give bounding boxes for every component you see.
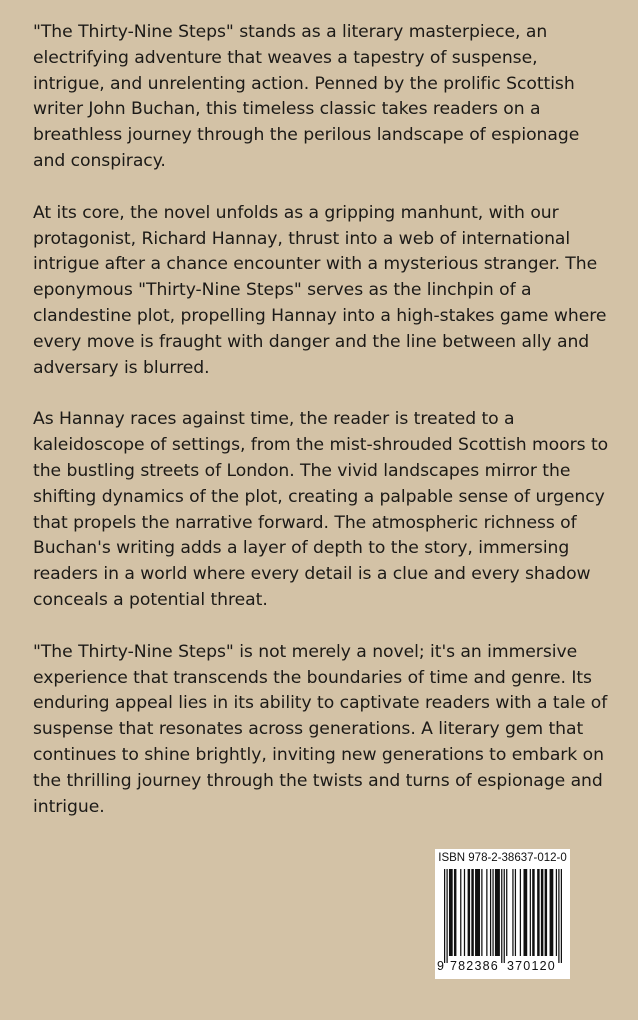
blurb-paragraph-4: "The Thirty-Nine Steps" is not merely a novel; it's an immersive experience that transcends the boundaries of time and genre. Its enduring appeal lies in its ability to captivate readers with a tale of suspense that resonates across generations. A literary gem that continues to shine brightly, inviting new generations to embark on the thrilling journey through the twists and turns of espionage and intrigue.: [33, 641, 608, 817]
barcode-bar: [556, 869, 557, 956]
barcode-guard-bar: [561, 869, 562, 963]
barcode-bar: [537, 869, 539, 956]
barcode-guard-bar: [501, 869, 502, 963]
barcode-bar: [486, 869, 487, 956]
barcode-bar: [449, 869, 453, 956]
barcode-bar: [475, 869, 480, 956]
blurb-paragraph-2: At its core, the novel unfolds as a gripping manhunt, with our protagonist, Richard Hannay, thrust into a web of international intrigue after a chance encounter with a mysterious stranger. The eponymous "Thirty-Nine Steps" serves as the linchpin of a clandestine plot, propelling Hannay into a high-stakes game where every move is fraught with danger and the line between ally and adversary is blurred.: [33, 202, 607, 378]
barcode-guard-bar: [444, 869, 445, 963]
barcode-bar: [515, 869, 516, 956]
barcode-bar: [550, 869, 554, 956]
blurb-paragraph-1: "The Thirty-Nine Steps" stands as a literary masterpiece, an electrifying adventure that weaves a tapestry of suspense, intrigue, and unrelenting action. Penned by the prolific Scottish writer John Buchan, this timeless classic takes readers on a breathless journey through the perilous landscape of espionage and conspiracy.: [33, 22, 580, 171]
barcode-bar: [490, 869, 491, 956]
barcode-bar: [460, 869, 461, 956]
barcode-bar: [541, 869, 543, 956]
barcode-bar: [520, 869, 521, 956]
barcode-bar: [532, 869, 534, 956]
barcode-bar: [512, 869, 513, 956]
barcode-bar: [545, 869, 547, 956]
barcode-bar: [481, 869, 482, 956]
barcode-digits-left: 782386: [450, 959, 499, 973]
barcode-bar: [492, 869, 493, 956]
barcode-bar: [530, 869, 531, 956]
isbn-barcode: [435, 849, 570, 979]
barcode-bar: [495, 869, 500, 956]
back-cover-blurb: [33, 20, 613, 846]
barcode-bar: [468, 869, 470, 956]
barcode-bars: [444, 869, 562, 963]
barcode-guard-bar: [558, 869, 559, 963]
barcode-bar: [523, 869, 527, 956]
barcode-digits-right: 370120: [507, 959, 556, 973]
barcode-bar: [506, 869, 507, 956]
barcode-guard-bar: [446, 869, 447, 963]
barcode-bar: [464, 869, 465, 956]
barcode-guard-bar: [504, 869, 505, 963]
barcode-bar: [454, 869, 456, 956]
blurb-paragraph-3: As Hannay races against time, the reader is treated to a kaleidoscope of settings, from the mist-shrouded Scottish moors to the bustling streets of London. The vivid landscapes mirror the shifting dynamics of the plot, creating a palpable sense of urgency that propels the narrative forward. The atmospheric richness of Buchan's writing adds a layer of depth to the story, immersing readers in a world where every detail is a clue and every shadow conceals a potential threat.: [33, 409, 609, 610]
isbn-label: ISBN 978-2-38637-012-0: [438, 852, 567, 864]
barcode-bar: [471, 869, 473, 956]
barcode-digit-first: 9: [437, 959, 444, 973]
